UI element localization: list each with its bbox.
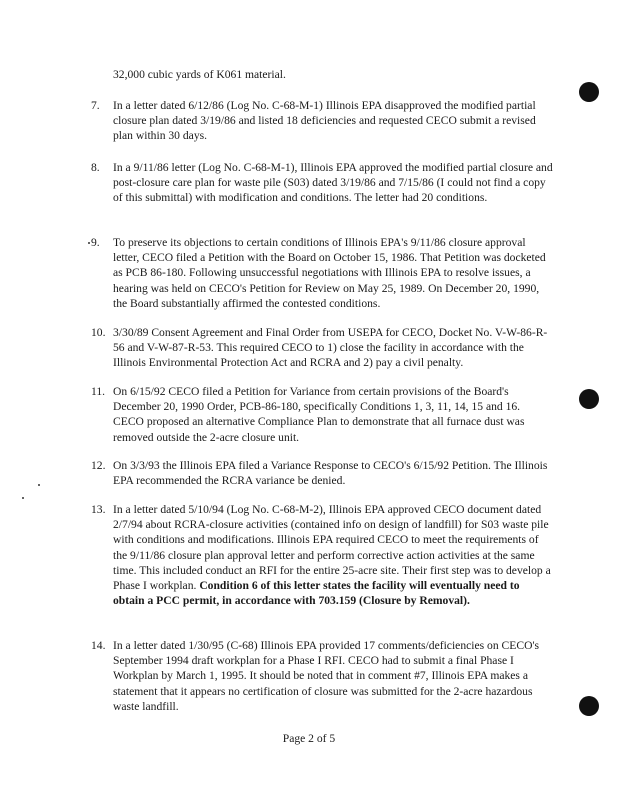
item-number: 10.	[91, 326, 106, 339]
item-text: To preserve its objections to certain conditions of Illinois EPA's 9/11/86 closure approval letter, CECO filed a Petition with the Board on October 15, 1986. That Petition was docketed as PCB 86-180. Following unsuccessful negotiations with Illinois EPA to resolve issues, a hearing was held on CECO's Petition for Review on May 25, 1989. On December 20, 1990, the Board substantially affirmed the contested conditions.	[113, 236, 546, 310]
item-text	[113, 502, 553, 608]
item-number: 13.	[91, 503, 106, 516]
item-text: On 6/15/92 CECO filed a Petition for Variance from certain provisions of the Board's December 20, 1990 Order, PCB-86-180, specifically Conditions 1, 3, 11, 14, 15 and 16. CECO proposed an alternative Compliance Plan to demonstrate that all furnace dust was removed outside the 2-acre closure unit.	[113, 385, 525, 444]
item-text: On 3/3/93 the Illinois EPA filed a Variance Response to CECO's 6/15/92 Petition. The Illinois EPA recommended the RCRA variance be denied.	[113, 459, 548, 488]
item-text: 3/30/89 Consent Agreement and Final Order from USEPA for CECO, Docket No. V-W-86-R-56 and V-W-87-R-53. This required CECO to 1) close the facility in accordance with the Illinois Environmental Protection Act and RCRA and 2) pay a civil penalty.	[113, 326, 548, 370]
list-item-8	[91, 160, 553, 206]
item-number: 14.	[91, 639, 106, 652]
punch-hole	[579, 82, 599, 102]
list-item-9	[91, 235, 553, 311]
item-number: 7.	[91, 99, 100, 112]
scan-speck	[22, 497, 24, 499]
list-item-14	[91, 638, 553, 714]
item-text: In a 9/11/86 letter (Log No. C-68-M-1), Illinois EPA approved the modified partial closure and post-closure care plan for waste pile (S03) dated 3/19/86 and 7/15/86 (I could not find a copy of this submittal) with modification and conditions. The letter had 20 conditions.	[113, 161, 553, 205]
item-text-bold: Condition 6 of this letter states the facility will eventually need to obtain a PCC permit, in accordance with 703.159 (Closure by Removal).	[113, 579, 520, 608]
item-number: 12.	[91, 459, 106, 472]
list-item-13	[91, 502, 553, 608]
list-item-10	[91, 325, 553, 371]
punch-hole	[579, 696, 599, 716]
item-text-regular: In a letter dated 5/10/94 (Log No. C-68-M-2), Illinois EPA approved CECO document dated 2/7/94 about RCRA-closure activities (contained info on design of landfill) for S03 waste pile with conditions and modifications. Illinois EPA required CECO to meet the requirements of the 9/11/86 closure plan approval letter and perform corrective action activities at the same time. This included conduct an RFI for the entire 25-acre site. Their first step was to develop a Phase I workplan.	[113, 503, 551, 593]
list-item-7	[91, 98, 553, 144]
scan-speck	[38, 484, 40, 486]
page-number: Page 2 of 5	[282, 732, 336, 745]
punch-hole	[579, 389, 599, 409]
item-number: 8.	[91, 161, 100, 174]
item-number: 11.	[91, 385, 106, 398]
list-item-11	[91, 384, 553, 445]
item-text: In a letter dated 6/12/86 (Log No. C-68-M-1) Illinois EPA disapproved the modified partial closure plan dated 3/19/86 and listed 18 deficiencies and requested CECO submit a revised plan within 30 days.	[113, 99, 536, 143]
list-item-12	[91, 458, 553, 488]
continuation-text: 32,000 cubic yards of K061 material.	[113, 68, 286, 81]
item-number: 9.	[91, 236, 100, 249]
scan-speck	[88, 242, 90, 244]
item-text: In a letter dated 1/30/95 (C-68) Illinois EPA provided 17 comments/deficiencies on CECO's September 1994 draft workplan for a Phase I RFI. CECO had to submit a final Phase I Workplan by March 1, 1995. It should be noted that in comment #7, Illinois EPA makes a statement that it appears no certification of closure was submitted for the 2-acre hazardous waste landfill.	[113, 639, 540, 713]
